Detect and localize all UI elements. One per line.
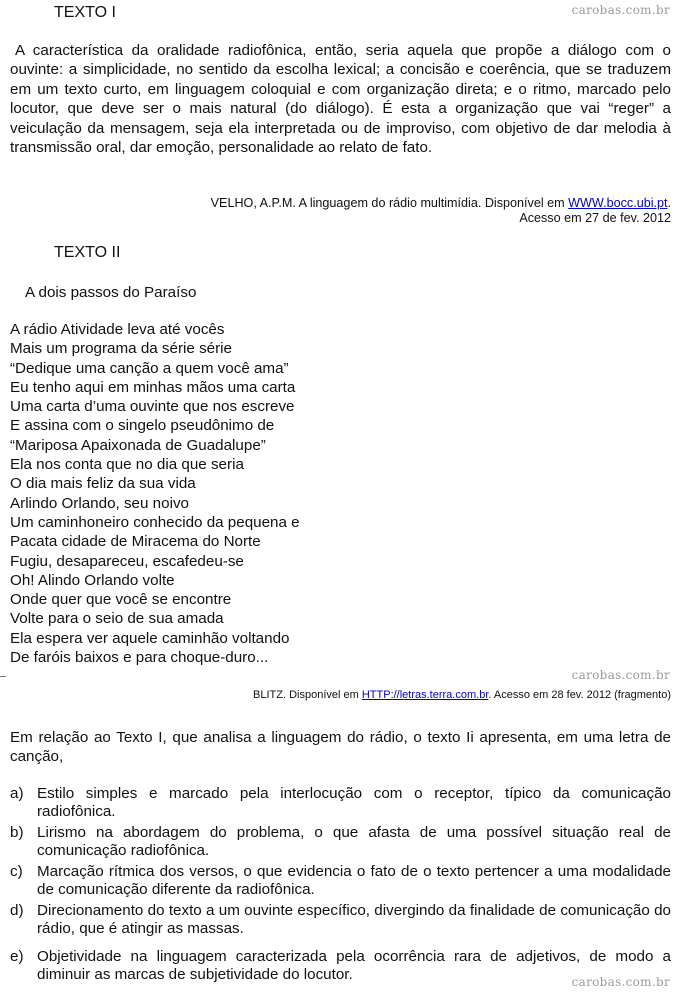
option-b-letter: b) bbox=[10, 824, 24, 841]
option-d-letter: d) bbox=[10, 902, 24, 919]
option-a[interactable] bbox=[10, 785, 671, 821]
texto-1-source-prefix: VELHO, A.P.M. A linguagem do rádio multimídia. Disponível em bbox=[210, 196, 569, 210]
song-line: De faróis baixos e para choque-duro... bbox=[10, 649, 269, 667]
song-line: “Dedique uma canção a quem você ama” bbox=[10, 359, 289, 377]
song-line: Uma carta d’uma ouvinte que nos escreve bbox=[10, 398, 295, 416]
option-e-letter: e) bbox=[10, 948, 24, 965]
option-c[interactable] bbox=[10, 863, 671, 899]
song-line: A rádio Atividade leva até vocês bbox=[10, 321, 225, 338]
option-c-text: Marcação rítmica dos versos, o que evidencia o fato de o texto pertencer a uma modalidade de comunicação diferente da radiofônica. bbox=[37, 863, 671, 899]
option-c-letter: c) bbox=[10, 863, 23, 880]
song-line: Arlindo Orlando, seu noivo bbox=[10, 494, 189, 512]
song-line: Fugiu, desapareceu, escafedeu-se bbox=[10, 552, 244, 570]
option-e-text: Objetividade na linguagem caracterizada pela ocorrência rara de adjetivos, de modo a diminuir as marcas de subjetividade do locutor. bbox=[37, 948, 671, 984]
texto-2-source-suffix: . Acesso em 28 fev. 2012 (fragmento) bbox=[488, 689, 671, 701]
option-b[interactable] bbox=[10, 824, 671, 860]
song-line: “Mariposa Apaixonada de Guadalupe” bbox=[10, 436, 266, 454]
texto-1-source-line bbox=[211, 196, 671, 211]
texto-1-source-suffix: . bbox=[667, 196, 671, 210]
texto-1-source-access: Acesso em 27 de fev. 2012 bbox=[519, 211, 671, 225]
watermark-top: carobas.com.br bbox=[571, 3, 670, 17]
texto-1-heading: TEXTO I bbox=[54, 4, 116, 21]
song-line: Mais um programa da série série bbox=[10, 340, 232, 358]
song-line: Ela espera ver aquele caminhão voltando bbox=[10, 629, 290, 647]
option-a-text: Estilo simples e marcado pela interlocução com o receptor, típico da comunicação radiofônica. bbox=[37, 785, 671, 821]
option-d[interactable] bbox=[10, 902, 671, 938]
option-d-text: Direcionamento do texto a um ouvinte específico, divergindo da finalidade de comunicação do rádio, que é atingir as massas. bbox=[37, 902, 671, 938]
song-line: O dia mais feliz da sua vida bbox=[10, 475, 196, 493]
texto-1-source-link[interactable]: WWW.bocc.ubi.pt bbox=[568, 196, 668, 210]
song-title: A dois passos do Paraíso bbox=[25, 284, 197, 301]
song-line: E assina com o singelo pseudônimo de bbox=[10, 417, 275, 435]
texto-2-source-prefix: BLITZ. Disponível em bbox=[253, 689, 362, 701]
texto-1-source bbox=[211, 196, 671, 226]
song-line: Volte para o seio de sua amada bbox=[10, 610, 224, 628]
option-a-letter: a) bbox=[10, 785, 24, 802]
option-e[interactable] bbox=[10, 948, 671, 984]
texto-2-source bbox=[253, 689, 671, 701]
watermark-bottom: carobas.com.br bbox=[571, 975, 670, 989]
watermark-middle: carobas.com.br bbox=[571, 668, 670, 682]
option-b-text: Lirismo na abordagem do problema, o que afasta de uma possível situação real de comunicação radiofônica. bbox=[37, 824, 671, 860]
margin-dash bbox=[0, 676, 6, 677]
song-line: Um caminhoneiro conhecido da pequena e bbox=[10, 513, 300, 531]
song-line: Pacata cidade de Miracema do Norte bbox=[10, 533, 261, 551]
song-line: Oh! Alindo Orlando volte bbox=[10, 571, 175, 589]
song-line: Eu tenho aqui em minhas mãos uma carta bbox=[10, 378, 296, 396]
question-stem: Em relação ao Texto I, que analisa a linguagem do rádio, o texto Ii apresenta, em uma letra de canção, bbox=[10, 729, 671, 766]
song-line: Ela nos conta que no dia que seria bbox=[10, 456, 244, 474]
song-lyrics bbox=[10, 320, 300, 667]
texto-2-source-link[interactable]: HTTP://letras.terra.com.br bbox=[361, 689, 489, 701]
texto-1-paragraph bbox=[10, 41, 671, 157]
texto-1-paragraph-text: A característica da oralidade radiofônica, então, seria aquela que propõe a diálogo com o ouvinte: a simplicidade, no sentido da escolha lexical; a concisão e coerência, que se traduzem em um texto curto, em linguagem coloquial e com organização direta; e o ritmo, marcado pelo locutor, que deve ser o mais natural (do diálogo). É esta a organização que vai “reger” a veiculação da mensagem, seja ela interpretada ou de improviso, com objetivo de dar melodia à transmissão oral, dar emoção, personalidade ao relato de fato. bbox=[10, 42, 671, 157]
texto-2-heading: TEXTO II bbox=[54, 244, 121, 261]
song-line: Onde quer que você se encontre bbox=[10, 591, 232, 609]
